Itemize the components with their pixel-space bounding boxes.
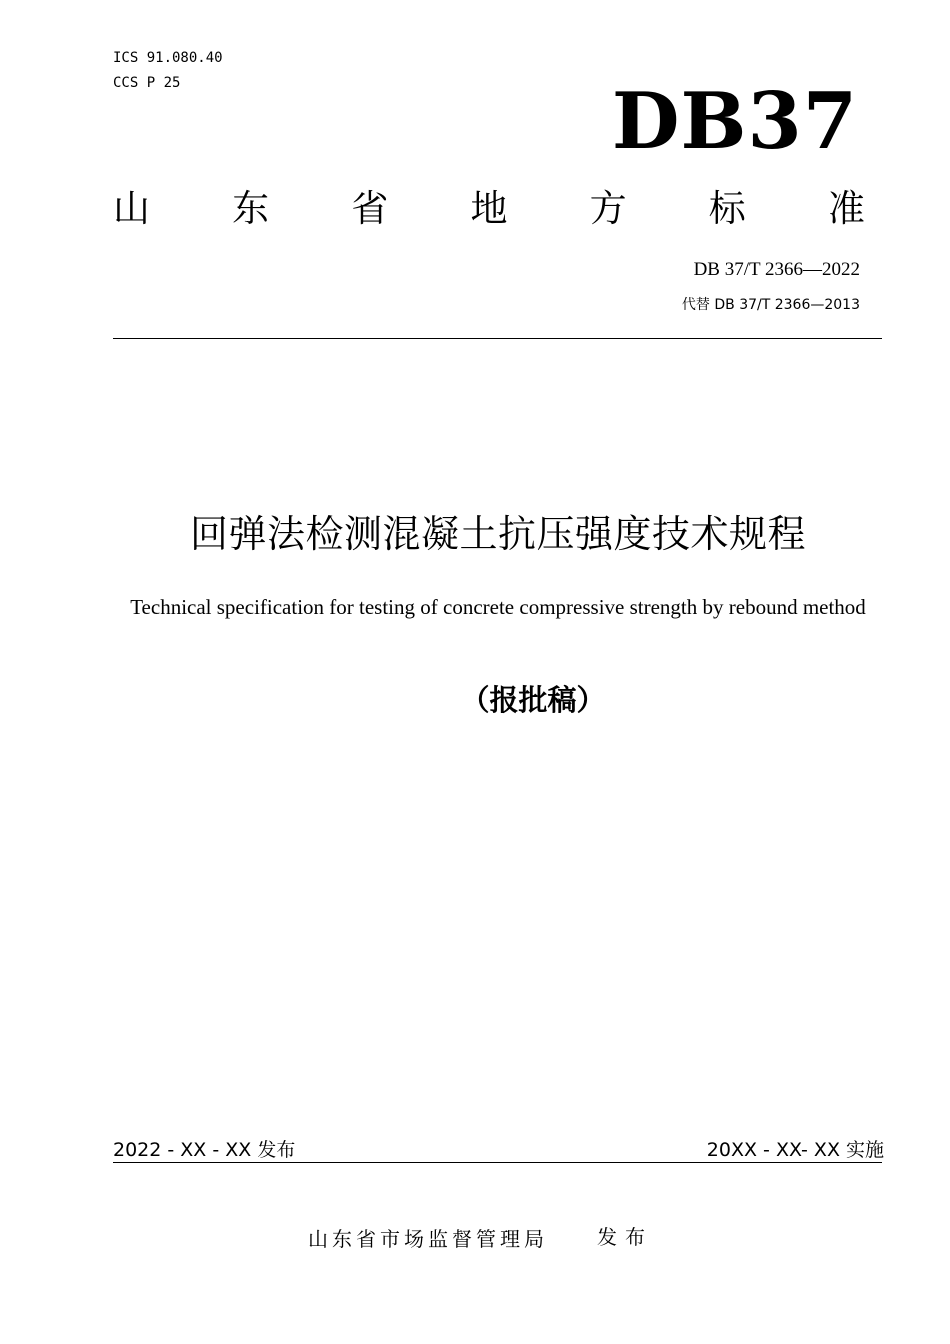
standard-type-char: 山	[113, 187, 150, 230]
ics-code: ICS 91.080.40	[113, 50, 223, 66]
standard-number: DB 37/T 2366—2022	[693, 259, 860, 280]
document-status: （报批稿）	[460, 683, 606, 717]
standard-type-char: 准	[827, 187, 865, 230]
document-title-en: Technical specification for testing of concrete compressive strength by rebound method	[130, 595, 866, 619]
top-divider	[113, 338, 882, 339]
standard-type-char: 方	[589, 187, 627, 230]
standard-code-mark: DB37	[611, 76, 858, 167]
ccs-code: CCS P 25	[113, 75, 181, 91]
standard-type-char: 标	[708, 187, 746, 230]
standard-type-heading	[113, 186, 865, 232]
standard-type-char: 省	[351, 187, 389, 230]
publish-label: 发布	[597, 1225, 653, 1249]
standard-type-char: 东	[232, 187, 270, 230]
bottom-divider	[113, 1162, 882, 1163]
document-title-zh: 回弹法检测混凝土抗压强度技术规程	[189, 512, 806, 556]
standard-type-char: 地	[470, 187, 508, 230]
issue-date: 2022 - XX - XX 发布	[113, 1139, 296, 1161]
publisher-name: 山东省市场监督管理局	[308, 1227, 548, 1251]
implementation-date: 20XX - XX- XX 实施	[706, 1139, 884, 1161]
replaces-standard: 代替 DB 37/T 2366—2013	[681, 297, 860, 313]
